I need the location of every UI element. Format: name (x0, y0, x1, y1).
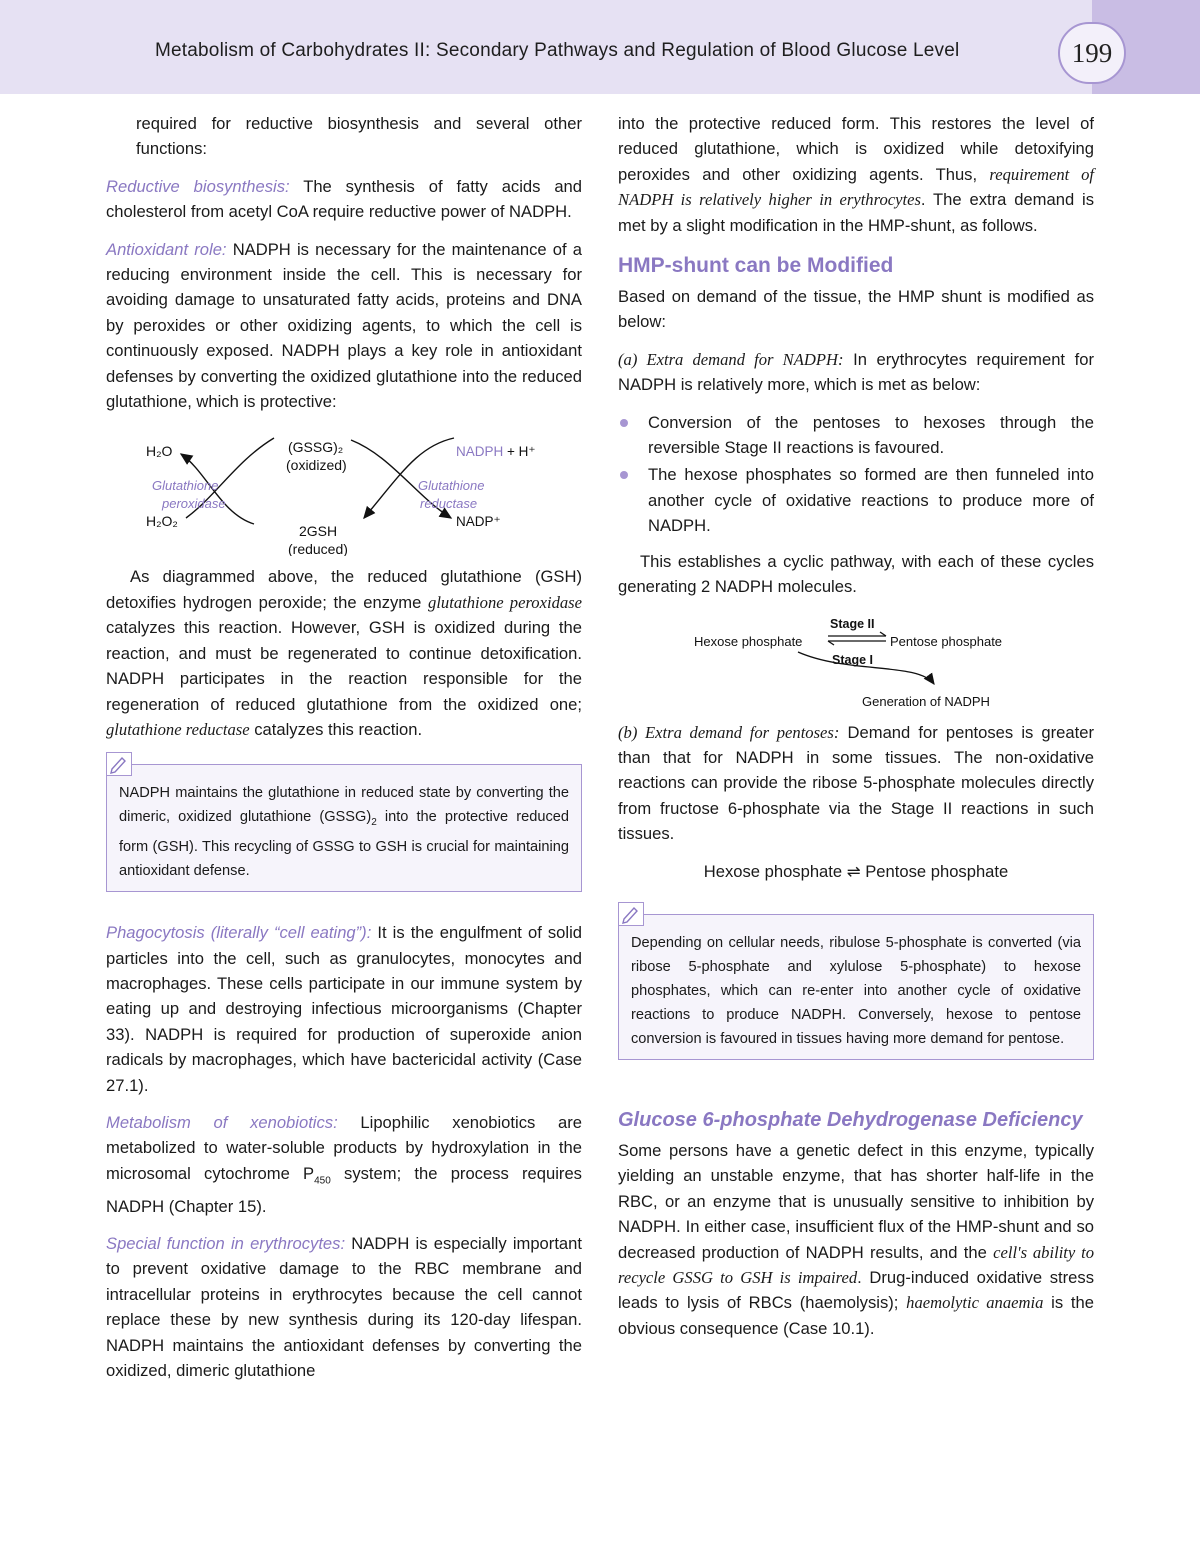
continued-paragraph: into the protective reduced form. This restores the level of reduced glutathione, which is oxidized while detoxifying peroxides and other oxidizing agents. Thus, requirement of NADPH is relatively higher in erythrocytes. The extra demand is met by a slight modification in the HMP-shunt, as follows. (618, 114, 1094, 235)
stage1-label: Stage I (832, 652, 873, 667)
h2o-label: H₂O (146, 443, 173, 460)
note-box-glutathione: NADPH maintains the glutathione in reduced state by converting the dimeric, oxidized glutathione $(GSSG)_2$ into the protective reduced form (GSH). This recycling of GSSG to GSH is crucial for maintaining antioxidant defense. (106, 764, 582, 892)
hexose-label: Hexose phosphate (694, 633, 803, 649)
pencil-icon (618, 902, 644, 926)
antioxidant-paragraph: Antioxidant role: NADPH is necessary for the maintenance of a reducing environment inside the cell. This is necessary for avoiding damage to unsaturated fatty acids, proteins and DNA by peroxides or other oxidizing agents, to which the cell is continuously exposed. NADPH plays a key role in antioxidant defenses by converting the oxidized glutathione into the reduced glutathione, which is protective: (106, 239, 582, 412)
extra-nadph-paragraph: (a) Extra demand for NADPH: In erythrocytes requirement for NADPH is relatively more, which is met as below: (618, 349, 1095, 395)
cyclic-paragraph: This establishes a cyclic pathway, with each of these cycles generating 2 NADPH molecules. (618, 551, 1094, 597)
oxidized-label: (oxidized) (286, 457, 347, 474)
equation: Hexose phosphate ⇌ Pentose phosphate (703, 861, 1009, 881)
list-item: The hexose phosphates so formed are then funneled into another cycle of oxidative reactions to produce more of NADPH. (618, 462, 1094, 538)
enzyme2-line1: Glutathione (418, 478, 485, 494)
page-header (0, 0, 1200, 94)
glutathione-cycle-diagram (106, 426, 582, 556)
left-column (106, 111, 582, 1395)
enzyme1-line1: Glutathione (152, 478, 219, 494)
enzyme1-line2: peroxidase (162, 496, 226, 512)
reduced-label: (reduced) (288, 541, 348, 557)
h2o2-label: H₂O₂ (146, 513, 178, 530)
stage2-label: Stage II (830, 616, 875, 631)
modified-intro: Based on demand of the tissue, the HMP shunt is modified as below: (618, 287, 1094, 332)
xenobiotics-lead: Metabolism of xenobiotics: (106, 1113, 338, 1133)
gssg-label: (GSSG)₂ (288, 439, 344, 456)
reductive-lead: Reductive biosynthesis: (106, 176, 290, 196)
nadp-label: NADP⁺ (456, 514, 501, 530)
svg-text:NADPH + H⁺ (456, 444, 536, 459)
erythrocytes-paragraph: Special function in erythrocytes: NADPH is especially important to prevent oxidative damage to the RBC membrane and intracellular proteins in erythrocytes because the cell cannot replace these by new synthesis during its 120-day lifespan. NADPH maintains the antioxidant defenses by converting the oxidized, dimeric glutathione (106, 1234, 582, 1381)
right-column (618, 111, 1094, 1353)
heading-hmp-modified: HMP-shunt can be Modified (618, 254, 894, 278)
nadph-label: NADPH (456, 444, 504, 460)
antioxidant-lead: Antioxidant role: (106, 239, 227, 259)
intro-paragraph: required for reductive biosynthesis and several other functions: (136, 114, 582, 159)
hmp-cycle-diagram (618, 612, 1094, 712)
pentose-label: Pentose phosphate (890, 633, 1003, 649)
extra-pentoses-paragraph: (b) Extra demand for pentoses: Demand for pentoses is greater than that for NADPH in some tissues. The non-oxidative reactions can provide the ribose 5-phosphate molecules directly from fructose 6-phosphate via the Stage II reactions in such tissues. (618, 722, 1095, 844)
note-box-pentose: Depending on cellular needs, ribulose 5-phosphate is converted (via ribose 5-phosphate and xylulose 5-phosphate) to hexose phosphates, which can re-enter into another cycle of oxidative reactions to produce NADPH. Conversely, hexose to pentose conversion is favoured in tissues having more demand for pentose. (618, 914, 1094, 1060)
h-plus-label: + H⁺ (503, 444, 536, 460)
gsh-label: 2GSH (299, 523, 338, 540)
list-item: Conversion of the pentoses to hexoses through the reversible Stage II reactions is favoured. (618, 410, 1094, 461)
reductive-paragraph: Reductive biosynthesis: The synthesis of fatty acids and cholesterol from acetyl CoA require reductive power of NADPH. (106, 176, 583, 222)
pencil-icon (106, 752, 132, 776)
phagocytosis-paragraph: Phagocytosis (literally “cell eating”): It is the engulfment of solid particles into the cell, such as granulocytes, monocytes and macrophages. These cells participate in our immune system by eating up and destroying infectious microorganisms (Chapter 33). NADPH is required for production of superoxide anion radicals by macrophages, which have bactericidal activity (Case 27.1). (106, 923, 582, 1095)
phagocytosis-lead: Phagocytosis (literally “cell eating”): (106, 923, 372, 943)
g6pd-paragraph: Some persons have a genetic defect in this enzyme, typically yielding an unstable enzyme, that has shorter half-life in the RBC, or an enzyme that is unusually sensitive to inhibition by NADPH. In either case, insufficient flux of the HMP-shunt and so decreased production of NADPH results, and the cell's ability to recycle GSSG to GSH is impaired. Drug-induced oxidative stress leads to lysis of RBCs (haemolysis); haemolytic anaemia is the obvious consequence (Case 10.1). (618, 1140, 1095, 1338)
glutathione-paragraph: As diagrammed above, the reduced glutathione (GSH) detoxifies hydrogen peroxide; the enzyme glutathione peroxidase catalyzes this reaction. However, GSH is oxidized during the reaction, and must be regenerated to continue detoxification. NADPH participates in the reaction responsible for the regeneration of reduced glutathione from the oxidized one; glutathione reductase catalyzes this reaction. (106, 567, 582, 739)
bullet-list (618, 410, 1094, 539)
page-number: 199 (1058, 22, 1126, 84)
enzyme2-line2: reductase (420, 496, 478, 512)
generation-label: Generation of NADPH (862, 693, 990, 709)
erythrocytes-lead: Special function in erythrocytes: (106, 1234, 346, 1253)
heading-g6pd: Glucose 6-phosphate Dehydrogenase Deficiency (618, 1108, 1083, 1131)
xenobiotics-paragraph: Metabolism of xenobiotics: Lipophilic xenobiotics are metabolized to water-soluble products by hydroxylation in the microsomal cytochrome $P_{450}$ system; the process requires NADPH (Chapter 15). (106, 1113, 582, 1216)
running-title: Metabolism of Carbohydrates II: Secondary Pathways and Regulation of Blood Glucose Level (155, 40, 960, 61)
